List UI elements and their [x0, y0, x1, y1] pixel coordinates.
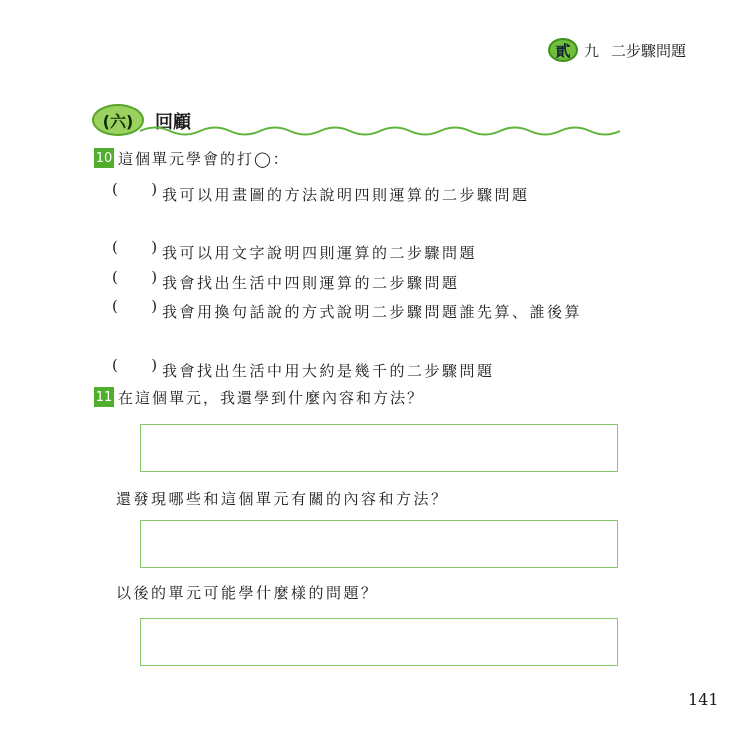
answer-box-1[interactable]	[140, 424, 618, 472]
checklist-item-text: 我可以用文字說明四則運算的二步驟問題	[162, 244, 478, 262]
section-title: 回顧	[155, 112, 191, 133]
wavy-divider	[140, 124, 620, 138]
answer-box-2[interactable]	[140, 520, 618, 568]
check-paren[interactable]: ( )	[112, 297, 158, 315]
checklist-item-text: 我可以用畫圖的方法說明四則運算的二步驟問題	[162, 186, 530, 204]
chapter-header	[548, 38, 686, 62]
question-11-text: 在這個單元，我還學到什麼內容和方法？	[118, 389, 425, 407]
prompt-related-content: 還發現哪些和這個單元有關的內容和方法？	[116, 490, 449, 508]
check-paren[interactable]: ( )	[112, 238, 158, 256]
chapter-number: 九	[584, 41, 600, 60]
answer-box-3[interactable]	[140, 618, 618, 666]
check-paren[interactable]: ( )	[112, 180, 158, 198]
section-tag: (六)	[92, 104, 144, 136]
chapter-title: 二步驟問題	[611, 41, 687, 60]
question-10-text: 這個單元學會的打◯：	[118, 150, 290, 168]
checklist-item-text: 我會用換句話說的方式說明二步驟問題誰先算、誰後算	[162, 303, 583, 321]
checklist-item-text: 我會找出生活中四則運算的二步驟問題	[162, 274, 460, 292]
check-paren[interactable]: ( )	[112, 268, 158, 286]
unit-badge: 貳	[548, 38, 578, 62]
check-paren[interactable]: ( )	[112, 356, 158, 374]
page-number: 141	[688, 690, 719, 709]
checklist-item-text: 我會找出生活中用大約是幾千的二步驟問題	[162, 362, 495, 380]
prompt-future-unit: 以後的單元可能學什麼樣的問題？	[116, 584, 379, 602]
question-number-11: 11	[94, 387, 114, 407]
question-number-10: 10	[94, 148, 114, 168]
